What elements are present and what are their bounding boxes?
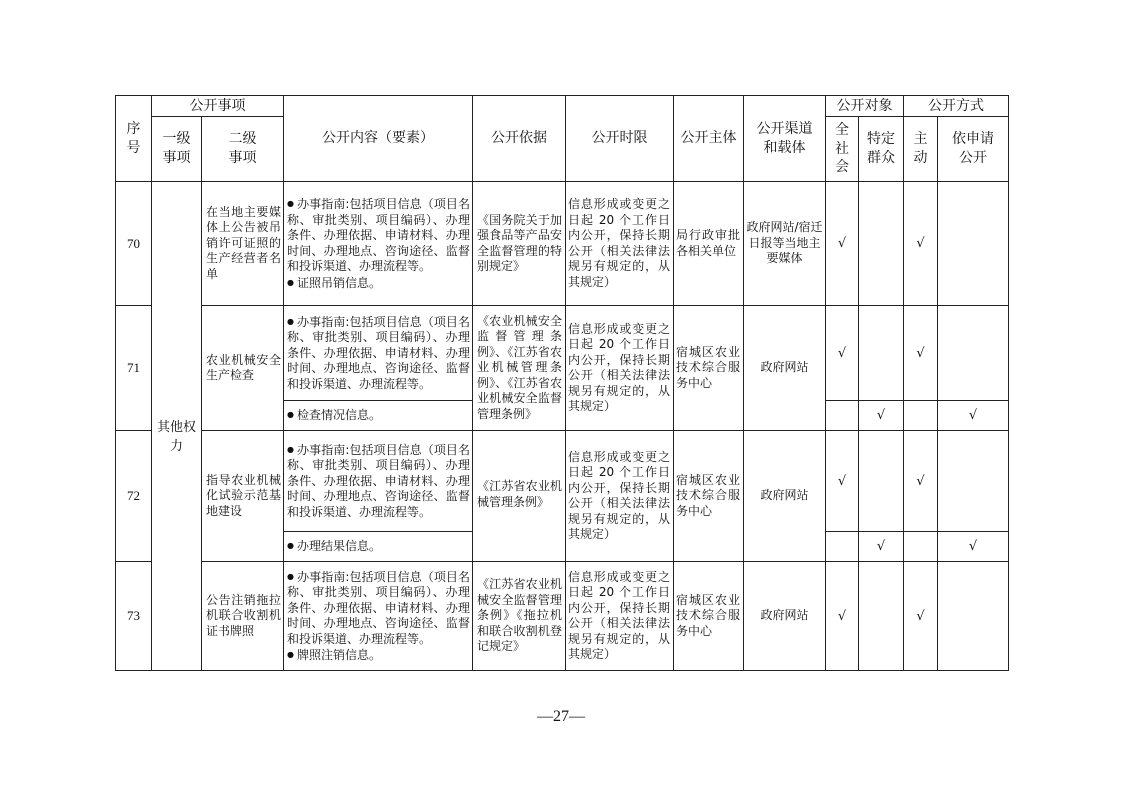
check-all: √ bbox=[826, 306, 859, 401]
row-seq: 71 bbox=[116, 306, 152, 431]
check-specific: √ bbox=[859, 401, 904, 431]
header-method-group: 公开方式 bbox=[904, 96, 1009, 117]
check-request bbox=[938, 431, 1009, 532]
header-level2-text: 二级事项 bbox=[228, 131, 257, 166]
check-active bbox=[904, 532, 938, 562]
check-request bbox=[938, 306, 1009, 401]
subject-cell: 宿城区农业技术综合服务中心 bbox=[674, 562, 744, 671]
channel-cell: 政府网站 bbox=[744, 562, 826, 671]
level2-cell: 指导农业机械化试验示范基地建设 bbox=[202, 431, 284, 562]
header-method-active-text: 主动 bbox=[913, 131, 928, 166]
content-item: ● 办事指南:包括项目信息（项目名称、审批类别、项目编码）、办理条件、办理依据、申请材料、办理时间、办理地点、咨询途径、监督和投诉渠道、办理流程等。 bbox=[287, 569, 470, 648]
subject-cell: 局行政审批各相关单位 bbox=[674, 182, 744, 306]
channel-cell: 政府网站 bbox=[744, 431, 826, 562]
basis-cell: 《江苏省农业机械安全监督管理条例》《拖拉机和联合收割机登记规定》 bbox=[473, 562, 566, 671]
basis-cell: 《国务院关于加强食品等产品安全监督管理的特别规定》 bbox=[473, 182, 566, 306]
check-specific: √ bbox=[859, 532, 904, 562]
check-all: √ bbox=[826, 182, 859, 306]
header-time-limit: 公开时限 bbox=[566, 96, 674, 182]
check-specific bbox=[859, 306, 904, 401]
check-active: √ bbox=[904, 431, 938, 532]
check-specific bbox=[859, 431, 904, 532]
header-content: 公开内容（要素） bbox=[284, 96, 473, 182]
content-item: ● 办事指南:包括项目信息（项目名称、审批类别、项目编码）、办理条件、办理依据、申请材料、办理时间、办理地点、咨询途径、监督和投诉渠道、办理流程等。 bbox=[287, 196, 470, 275]
header-method-request bbox=[938, 117, 1009, 182]
page-number: —27— bbox=[537, 708, 585, 725]
content-cell bbox=[284, 562, 473, 671]
time-cell: 信息形成或变更之日起 20 个工作日内公开，保持长期公开（相关法律法规另有规定的，从其规定） bbox=[566, 562, 674, 671]
subject-cell: 宿城区农业技术综合服务中心 bbox=[674, 431, 744, 562]
header-level1 bbox=[152, 117, 202, 182]
basis-cell: 《江苏省农业机械管理条例》 bbox=[473, 431, 566, 562]
row-seq: 70 bbox=[116, 182, 152, 306]
header-subject: 公开主体 bbox=[674, 96, 744, 182]
check-all bbox=[826, 401, 859, 431]
table-row bbox=[116, 306, 1009, 401]
table-row bbox=[116, 562, 1009, 671]
header-channel bbox=[744, 96, 826, 182]
content-cell bbox=[284, 306, 473, 401]
level2-cell: 在当地主要媒体上公告被吊销许可证照的生产经营者名单 bbox=[202, 182, 284, 306]
header-method-request-text: 依申请公开 bbox=[951, 131, 994, 166]
level1-cell: 其他权力 bbox=[152, 306, 202, 671]
check-specific bbox=[859, 562, 904, 671]
content-cell bbox=[284, 182, 473, 306]
table-row bbox=[116, 431, 1009, 532]
content-item: ● 检查情况信息。 bbox=[287, 407, 470, 424]
header-seq-text: 序号 bbox=[126, 120, 141, 156]
check-active: √ bbox=[904, 306, 938, 401]
channel-cell: 政府网站 bbox=[744, 306, 826, 431]
basis-cell: 《农业机械安全监督管理条例》、《江苏省农业机械管理条例》、《江苏省农业机械安全监督管理条例》 bbox=[473, 306, 566, 431]
header-target-all-text: 全社会 bbox=[834, 121, 849, 176]
content-cell bbox=[284, 431, 473, 532]
content-cell bbox=[284, 532, 473, 562]
header-level2 bbox=[202, 117, 284, 182]
content-item: ● 牌照注销信息。 bbox=[287, 647, 470, 664]
level2-cell: 农业机械安全生产检查 bbox=[202, 306, 284, 431]
header-level1-text: 一级事项 bbox=[162, 131, 191, 166]
check-request: √ bbox=[938, 532, 1009, 562]
check-specific bbox=[859, 182, 904, 306]
header-target-specific bbox=[859, 117, 904, 182]
content-item: ● 办事指南:包括项目信息（项目名称、审批类别、项目编码）、办理条件、办理依据、申请材料、办理时间、办理地点、咨询途径、监督和投诉渠道、办理流程等。 bbox=[287, 442, 470, 521]
header-target-group: 公开对象 bbox=[826, 96, 904, 117]
check-active: √ bbox=[904, 182, 938, 306]
table-row bbox=[116, 182, 1009, 306]
header-target-all bbox=[826, 117, 859, 182]
subject-cell: 宿城区农业技术综合服务中心 bbox=[674, 306, 744, 431]
time-cell: 信息形成或变更之日起 20 个工作日内公开，保持长期公开（相关法律法规另有规定的，从其规定） bbox=[566, 182, 674, 306]
time-cell: 信息形成或变更之日起 20 个工作日内公开，保持长期公开（相关法律法规另有规定的，从其规定） bbox=[566, 431, 674, 562]
content-cell bbox=[284, 401, 473, 431]
header-item-group: 公开事项 bbox=[152, 96, 284, 117]
header-channel-text: 公开渠道和载体 bbox=[756, 120, 813, 156]
content-item: ● 办理结果信息。 bbox=[287, 538, 470, 555]
level2-cell: 公告注销拖拉机联合收割机证书牌照 bbox=[202, 562, 284, 671]
row-seq: 73 bbox=[116, 562, 152, 671]
channel-cell: 政府网站/宿迁日报等当地主要媒体 bbox=[744, 182, 826, 306]
header-seq bbox=[116, 96, 152, 182]
check-request: √ bbox=[938, 401, 1009, 431]
header-basis: 公开依据 bbox=[473, 96, 566, 182]
content-item: ● 办事指南:包括项目信息（项目名称、审批类别、项目编码）、办理条件、办理依据、申请材料、办理时间、办理地点、咨询途径、监督和投诉渠道、办理流程等。 bbox=[287, 314, 470, 393]
header-target-specific-text: 特定群众 bbox=[866, 131, 895, 166]
check-request bbox=[938, 182, 1009, 306]
check-request bbox=[938, 562, 1009, 671]
content-item: ● 证照吊销信息。 bbox=[287, 275, 470, 292]
disclosure-table bbox=[115, 95, 1009, 671]
check-active: √ bbox=[904, 562, 938, 671]
time-cell: 信息形成或变更之日起 20 个工作日内公开，保持长期公开（相关法律法规另有规定的，从其规定） bbox=[566, 306, 674, 431]
row-seq: 72 bbox=[116, 431, 152, 562]
level1-cell bbox=[152, 182, 202, 306]
check-all bbox=[826, 532, 859, 562]
check-all: √ bbox=[826, 431, 859, 532]
header-method-active bbox=[904, 117, 938, 182]
check-active bbox=[904, 401, 938, 431]
check-all: √ bbox=[826, 562, 859, 671]
